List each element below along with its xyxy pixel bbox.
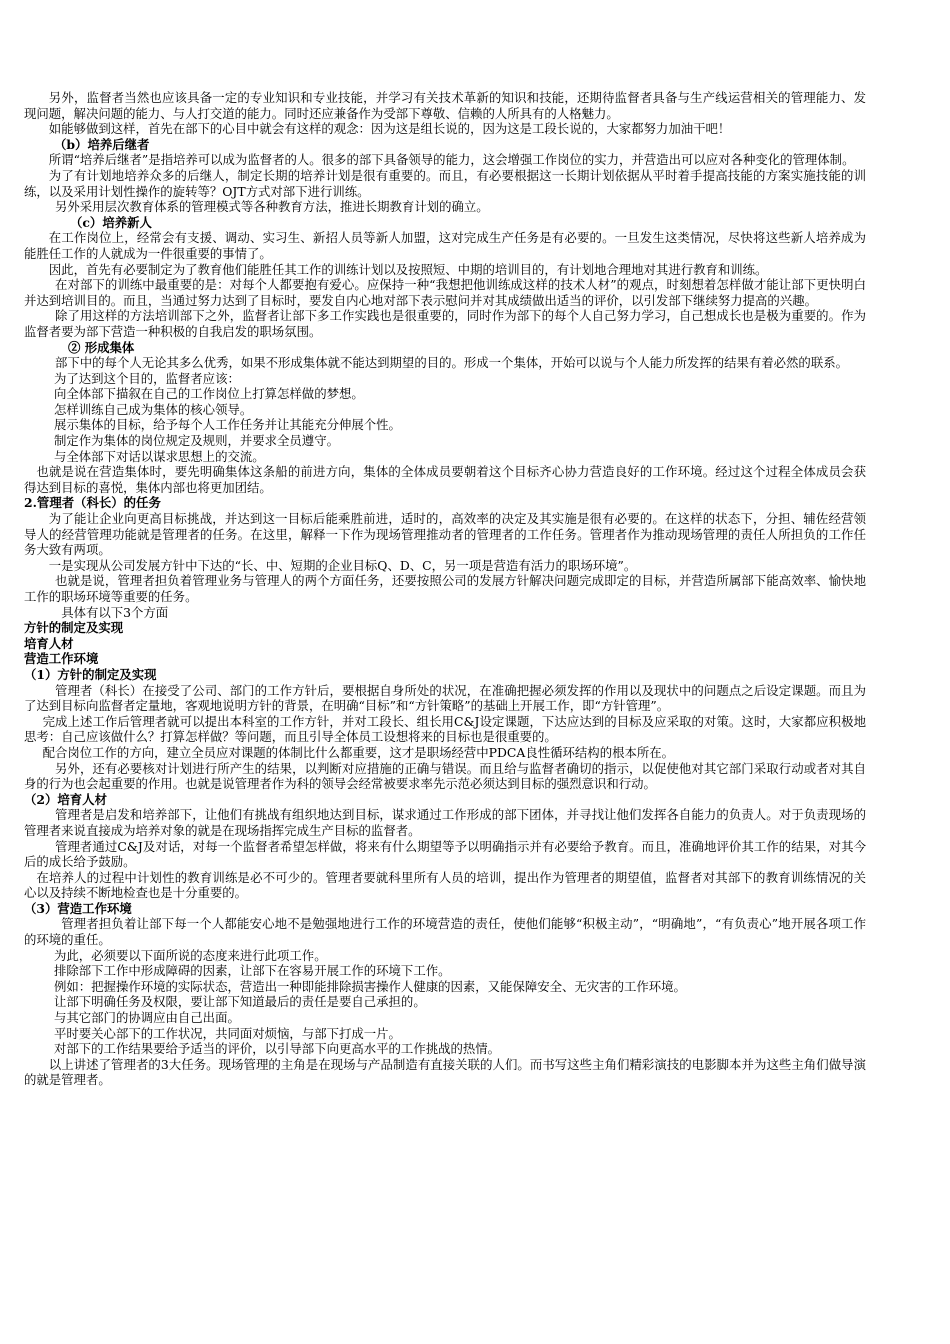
paragraph: 所谓“培养后继者”是指培养可以成为监督者的人。很多的部下具备领导的能力，这会增强工作岗位的实力，并营造出可以应对各种变化的管理体制。 — [48, 152, 855, 168]
paragraph: 如能够做到这样，首先在部下的心目中就会有这样的观念：因为这是组长说的，因为这是工段长说的，大家都努力加油干吧！ — [48, 121, 731, 137]
section-monitor-role — [24, 90, 866, 371]
heading-newcomer: （c）培养新人 — [70, 214, 152, 230]
list-item: 为了达到这个目的，监督者应该： — [54, 370, 240, 386]
paragraph: 管理者（科长）在接受了公司、部门的工作方针后，要根据自身所处的状况，在准确把握必须发挥的作用以及现状中的问题点之后设定课题。而且为了达到目标向监督者定量地，客观地说明方针的背景，在明确“目标”和“方针策略”的基础上开展工作，即“方针管理”。 — [24, 682, 866, 714]
paragraph: 另外，还有必要核对计划进行所产生的结果，以判断对应措施的正确与错误。而且给与监督者确切的指示，以促使他对其它部门采取行动或者对其自身的行为也会起重要的作用。也就是说管理者作为科的领导会经常被要求率先示范必须达到目标的强烈意识和行动。 — [24, 760, 866, 792]
list-item: 怎样训练自己成为集体的核心领导。 — [54, 401, 253, 417]
list-item: 平时要关心部下的工作状况，共同面对烦恼，与部下打成一片。 — [54, 1025, 401, 1041]
paragraph: 为了有计划地培养众多的后继人，制定长期的培养计划是很有重要的。而且，有必要根据这一长期计划依据从平时着手提高技能的方案实施技能的训练，以及采用计划性操作的旋转等？OJT方式对部下进行训练。 — [24, 167, 866, 199]
paragraph: 另外，监督者当然也应该具备一定的专业知识和专业技能，并学习有关技术革新的知识和技能，还期待监督者具备与生产线运营相关的管理能力、发现问题，解决问题的能力、与人打交道的能力。同时还应兼备作为受部下尊敬、信赖的人所具有的人格魅力。 — [24, 90, 866, 121]
list-item: 让部下明确任务及权限，要让部下知道最后的责任是要自己承担的。 — [54, 994, 426, 1010]
paragraph: 部下中的每个人无论其多么优秀，如果不形成集体就不能达到期望的目的。形成一个集体，开始可以说与个人能力所发挥的结果有着必然的联系。 — [55, 355, 848, 371]
list-environment-steps — [24, 948, 866, 1057]
paragraph: 一是实现从公司发展方针中下达的“长、中、短期的企业目标Q、D、C，另一项是营造有活力的职场环境”。 — [48, 557, 637, 573]
heading-manager-task: 2.管理者（科长）的任务 — [24, 495, 161, 511]
list-item: 对部下的工作结果要给予适当的评价，以引导部下向更高水平的工作挑战的热情。 — [54, 1041, 501, 1057]
paragraph: 也就是说在营造集体时，要先明确集体这条船的前进方向，集体的全体成员要朝着这个目标齐心协力营造良好的工作环境。经过这个过程全体成员会获得达到目标的喜悦，集体内部也将更加团结。 — [24, 464, 866, 495]
paragraph: 管理者通过C&J及对话，对每一个监督者希望怎样做，将来有什么期望等予以明确指示并有必要给予教育。而且，准确地评价其工作的结果，对其今后的成长给予鼓励。 — [24, 838, 866, 870]
paragraph: 完成上述工作后管理者就可以提出本科室的工作方针，并对工段长、组长用C&J设定课题，下达应达到的目标及应采取的对策。这时，大家都应积极地思考：自己应该做什么？打算怎样做？等问题，而且引导全体员工设想将来的目标也是很重要的。 — [24, 713, 866, 745]
list-item: 向全体部下描叙在自己的工作岗位上打算怎样做的梦想。 — [54, 386, 364, 402]
heading-team: ② 形成集体 — [68, 339, 135, 355]
list-item: 展示集体的目标，给予每个人工作任务并让其能充分伸展个性。 — [54, 417, 401, 433]
paragraph: 在工作岗位上，经常会有支援、调动、实习生、新招人员等新人加盟，这对完成生产任务是有必要的。一旦发生这类情况，尽快将这些新人培养成为能胜任工作的人就成为一件很重要的事情了。 — [24, 230, 866, 261]
paragraph: 配合岗位工作的方向，建立全员应对课题的体制比什么都重要，这才是职场经营中PDCA良性循环结构的根本所在。 — [42, 744, 675, 760]
bullet-heading: 营造工作环境 — [24, 651, 99, 667]
paragraph: 也就是说，管理者担负着管理业务与管理人的两个方面任务，还要按照公司的发展方针解决问题完成即定的目标，并营造所属部下能高效率、愉快地工作的职场环境等重要的任务。 — [24, 573, 866, 604]
closing-paragraph: 以上讲述了管理者的3大任务。现场管理的主角是在现场与产品制造有直接关联的人们。而书写这些主角们精彩演技的电影脚本并为这些主角们做导演的就是管理者。 — [24, 1056, 866, 1088]
paragraph: 管理者担负着让部下每一个人都能安心地不是勉强地进行工作的环境营造的责任，使他们能够“积极主动”，“明确地”，“有负责心”地开展各项工作的环境的重任。 — [24, 916, 866, 948]
paragraph: 具体有以下3个方面 — [61, 604, 169, 620]
heading-environment: （3）营造工作环境 — [24, 900, 132, 916]
document-page — [24, 90, 866, 1088]
paragraph: 另外采用层次教育体系的管理模式等各种教育方法，推进长期教育计划的确立。 — [55, 199, 489, 215]
list-item: 例如：把握操作环境的实际状态，营造出一种即能排除损害操作人健康的因素，又能保障安全、无灾害的工作环境。 — [54, 978, 686, 994]
list-item: 排除部下工作中形成障碍的因素，让部下在容易开展工作的环境下工作。 — [54, 963, 451, 979]
paragraph: 在对部下的训练中最重要的是：对每个人都要抱有爱心。应保持一种“我想把他训练成这样的技术人材”的观点，时刻想着怎样做才能让部下更快明白并达到培训目的。而且，当通过努力达到了目标时，要发自内心地对部下表示慰问并对其成绩做出适当的评价，以引发部下继续努力提高的兴趣。 — [24, 277, 866, 308]
section-manager-tasks — [24, 464, 866, 947]
paragraph: 在培养人的过程中计划性的教育训练是必不可少的。管理者要就科里所有人员的培训，提出作为管理者的期望值，监督者对其部下的教育训练情况的关心以及持续不断地检查也是十分重要的。 — [24, 869, 866, 901]
list-item: 与全体部下对话以谋求思想上的交流。 — [54, 448, 265, 464]
paragraph: 除了用这样的方法培训部下之外，监督者让部下多工作实践也是很重要的，同时作为部下的每个人自己努力学习，自己想成长也是极为重要的。作为监督者要为部下营造一种积极的自我启发的职场氛围。 — [24, 308, 866, 339]
bullet-heading: 方针的制定及实现 — [24, 620, 124, 636]
heading-successor: （b）培养后继者 — [54, 136, 150, 152]
paragraph: 因此，首先有必要制定为了教育他们能胜任其工作的训练计划以及按照短、中期的培训目的，有计划地合理地对其进行教育和训练。 — [48, 261, 768, 277]
heading-policy: （1）方针的制定及实现 — [24, 666, 157, 682]
paragraph: 管理者是启发和培养部下，让他们有挑战有组织地达到目标，谋求通过工作形成的部下团体，并寻找让他们发挥各自能力的负责人。对于负责现场的管理者来说直接成为培养对象的就是在现场指挥完成生产目标的监督者。 — [24, 807, 866, 838]
list-item: 为此，必须要以下面所说的态度来进行此项工作。 — [54, 947, 327, 963]
heading-talent: （2）培育人材 — [24, 791, 107, 807]
list-item: 制定作为集体的岗位规定及规则，并要求全员遵守。 — [54, 433, 339, 449]
bullet-heading: 培育人材 — [24, 635, 74, 651]
paragraph: 为了能让企业向更高目标挑战，并达到这一目标后能乘胜前进，适时的，高效率的决定及其实施是很有必要的。在这样的状态下，分担、辅佐经营领导人的经营管理功能就是管理者的任务。在这里，解释一下作为现场管理推动者的管理者的工作任务。管理者作为推动现场管理的责任人所担负的工作任务大致有两项。 — [24, 511, 866, 558]
list-team-steps — [24, 371, 866, 465]
list-item: 与其它部门的协调应由自己出面。 — [54, 1010, 240, 1026]
